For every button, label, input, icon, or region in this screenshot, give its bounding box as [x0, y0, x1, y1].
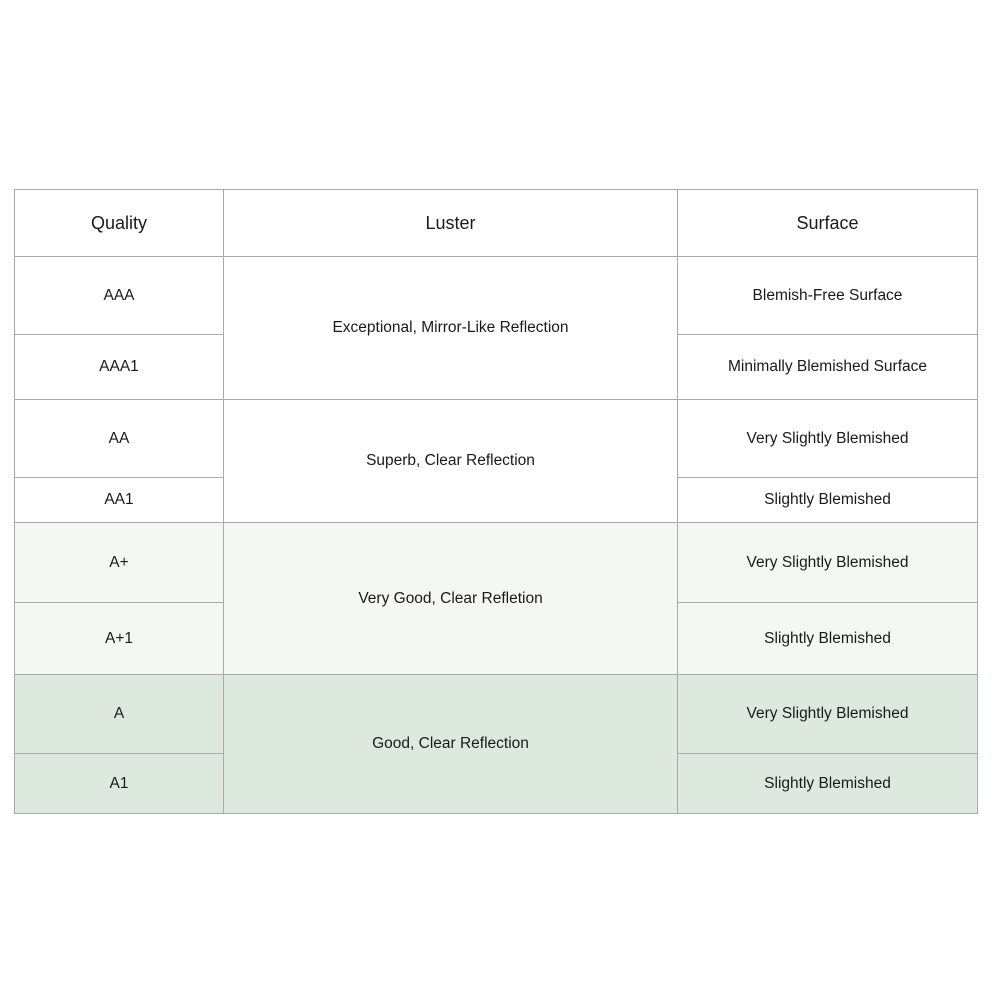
quality-cell: A+1: [15, 603, 224, 675]
surface-cell: Slightly Blemished: [678, 478, 978, 523]
surface-cell: Very Slightly Blemished: [678, 523, 978, 603]
table-row: [15, 675, 978, 754]
quality-cell: A+: [15, 523, 224, 603]
surface-cell: Blemish-Free Surface: [678, 257, 978, 335]
quality-cell: AAA: [15, 257, 224, 335]
table-header: [15, 190, 978, 257]
header-quality: Quality: [15, 190, 224, 257]
header-luster: Luster: [224, 190, 678, 257]
luster-cell: Good, Clear Reflection: [224, 675, 678, 814]
quality-cell: AAA1: [15, 335, 224, 400]
surface-cell: Slightly Blemished: [678, 603, 978, 675]
grade-table: [14, 189, 978, 814]
luster-cell: Exceptional, Mirror-Like Reflection: [224, 257, 678, 400]
surface-cell: Slightly Blemished: [678, 754, 978, 814]
header-surface: Surface: [678, 190, 978, 257]
surface-cell: Minimally Blemished Surface: [678, 335, 978, 400]
quality-cell: A: [15, 675, 224, 754]
table-row: [15, 257, 978, 335]
quality-cell: AA: [15, 400, 224, 478]
quality-cell: AA1: [15, 478, 224, 523]
table-row: [15, 523, 978, 603]
header-row: [15, 190, 978, 257]
surface-cell: Very Slightly Blemished: [678, 675, 978, 754]
surface-cell: Very Slightly Blemished: [678, 400, 978, 478]
luster-cell: Superb, Clear Reflection: [224, 400, 678, 523]
luster-cell: Very Good, Clear Refletion: [224, 523, 678, 675]
table-row: [15, 400, 978, 478]
table-body: [15, 257, 978, 814]
quality-cell: A1: [15, 754, 224, 814]
